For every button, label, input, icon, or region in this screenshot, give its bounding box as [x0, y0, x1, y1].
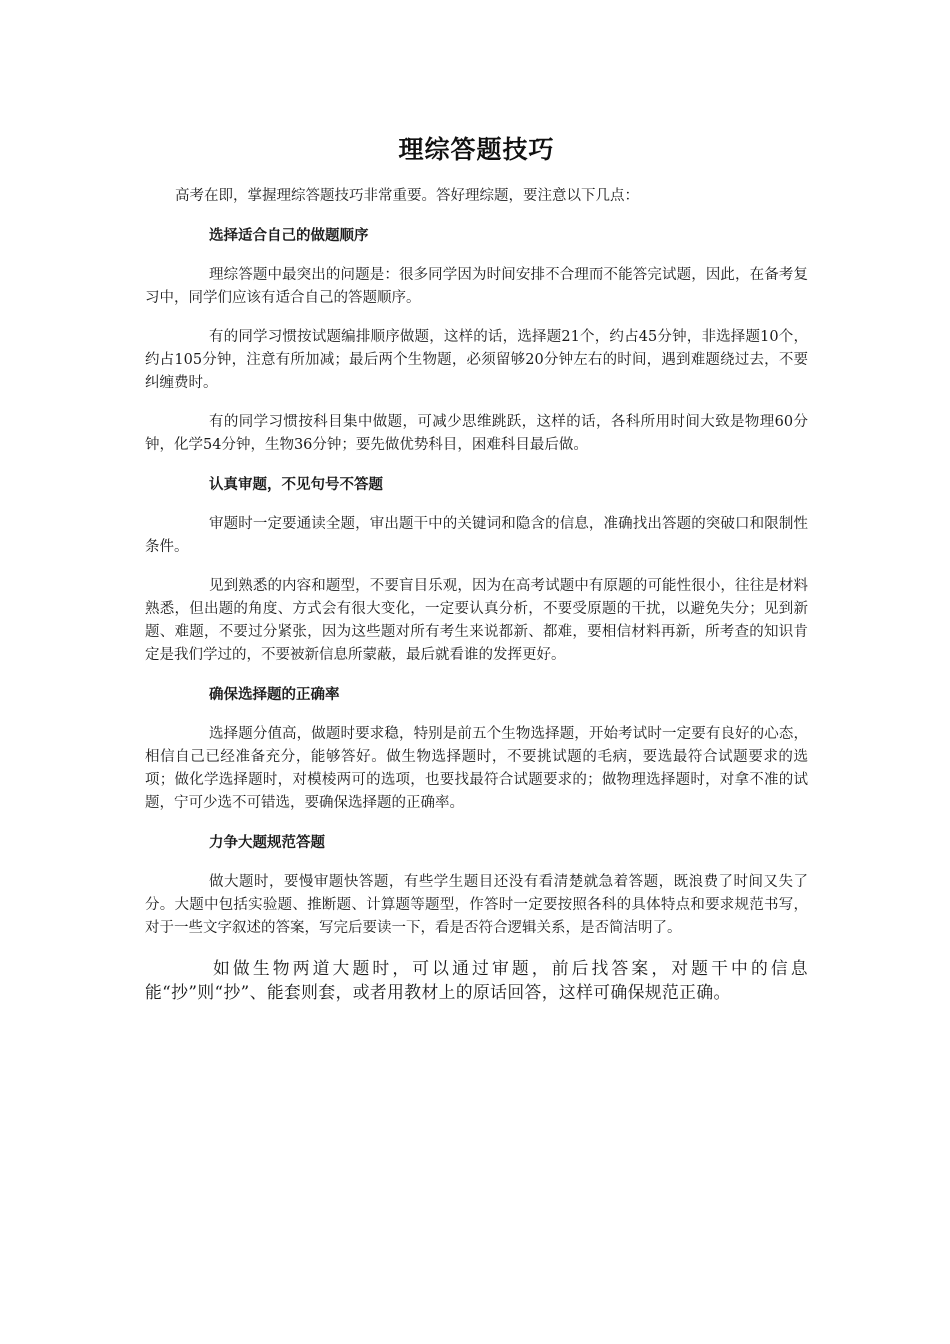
body-paragraph: 有的同学习惯按科目集中做题，可减少思维跳跃，这样的话，各科所用时间大致是物理60分钟，化学54分钟，生物36分钟；要先做优势科目，困难科目最后做。: [145, 414, 808, 453]
intro-paragraph: 高考在即，掌握理综答题技巧非常重要。答好理综题，要注意以下几点：: [175, 188, 639, 204]
body-paragraph: 理综答题中最突出的问题是：很多同学因为时间安排不合理而不能答完试题，因此，在备考复习中，同学们应该有适合自己的答题顺序。: [145, 267, 808, 306]
body-paragraph: 选择题分值高，做题时要求稳，特别是前五个生物选择题，开始考试时一定要有良好的心态，相信自己已经准备充分，能够答好。做生物选择题时，不要挑试题的毛病，要选最符合试题要求的选项；做化学选择题时，对模棱两可的选项，也要找最符合试题要求的；做物理选择题时，对拿不准的试题，宁可少选不可错选，要确保选择题的正确率。: [145, 726, 808, 811]
section-heading: 认真审题，不见句号不答题: [209, 477, 383, 493]
section-heading: 力争大题规范答题: [209, 835, 325, 851]
body-paragraph: 有的同学习惯按试题编排顺序做题，这样的话，选择题21个，约占45分钟，非选择题10个，约占105分钟，注意有所加减；最后两个生物题，必须留够20分钟左右的时间，遇到难题绕过去，不要纠缠费时。: [145, 329, 808, 391]
section-careful-reading: [145, 473, 808, 667]
body-paragraph: 审题时一定要通读全题，审出题干中的关键词和隐含的信息，准确找出答题的突破口和限制性条件。: [145, 516, 808, 555]
closing-paragraph: 如做生物两道大题时，可以通过审题，前后找答案，对题干中的信息能“抄”则“抄”、能套则套，或者用教材上的原话回答，这样可确保规范正确。: [145, 958, 808, 1002]
section-heading: 确保选择题的正确率: [209, 687, 340, 703]
section-heading: 选择适合自己的做题顺序: [209, 228, 369, 244]
section-multiple-choice: [145, 683, 808, 815]
body-paragraph: 做大题时，要慢审题快答题，有些学生题目还没有看清楚就急着答题，既浪费了时间又失了分。大题中包括实验题、推断题、计算题等题型，作答时一定要按照各科的具体特点和要求规范书写，对于一些文字叙述的答案，写完后要读一下，看是否符合逻辑关系，是否简洁明了。: [145, 874, 808, 936]
section-order: [145, 224, 808, 457]
body-paragraph: 见到熟悉的内容和题型，不要盲目乐观，因为在高考试题中有原题的可能性很小，往往是材料熟悉，但出题的角度、方式会有很大变化，一定要认真分析，不要受原题的干扰，以避免失分；见到新题、难题，不要过分紧张，因为这些题对所有考生来说都新、都难，要相信材料再新，所考查的知识肯定是我们学过的，不要被新信息所蒙蔽，最后就看谁的发挥更好。: [145, 578, 808, 663]
section-long-answers: [145, 831, 808, 940]
document-title: 理综答题技巧: [398, 135, 555, 164]
